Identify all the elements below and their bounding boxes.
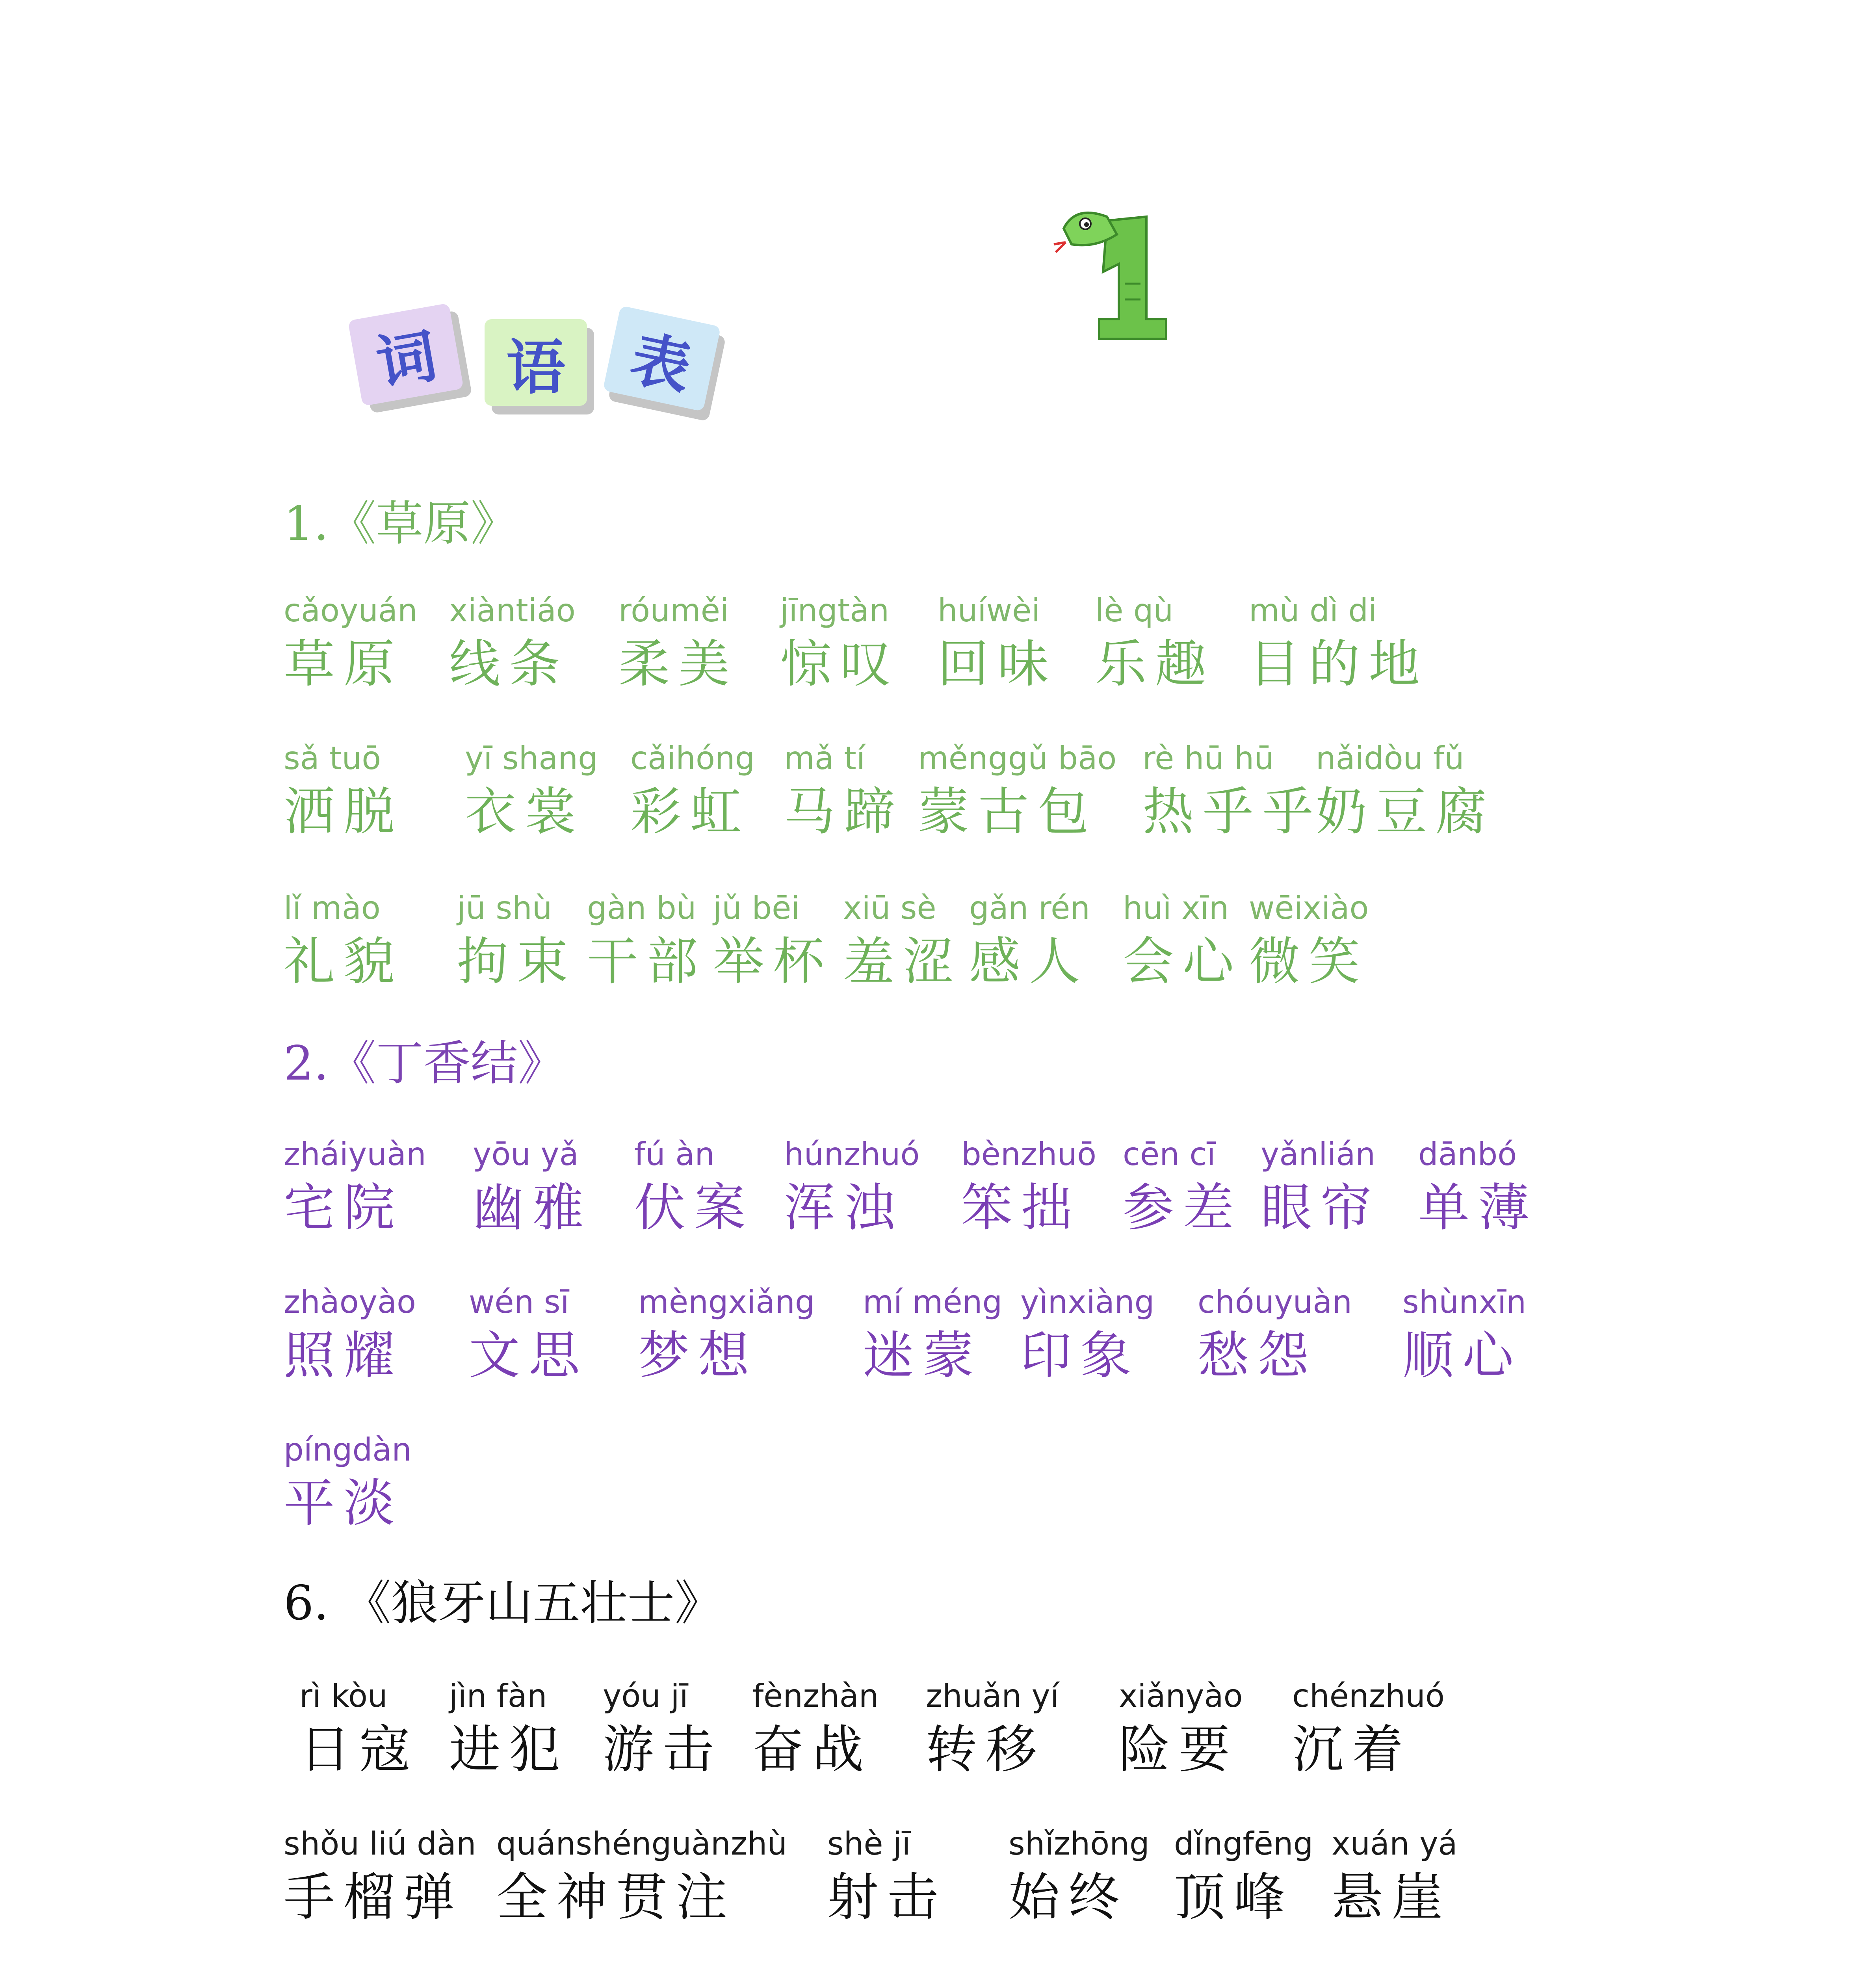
pinyin: shǐzhōng [1009,1825,1150,1862]
hanzi: 幽雅 [473,1178,593,1238]
header-badge-biao: 表 [603,305,721,411]
hanzi: 险要 [1119,1719,1239,1779]
pinyin: bènzhuō [961,1136,1097,1173]
hanzi: 顶峰 [1174,1867,1294,1927]
hanzi: 举杯 [713,931,833,991]
hanzi: 游击 [603,1719,723,1779]
pinyin: wēixiào [1249,890,1369,926]
pinyin: shùnxīn [1402,1284,1527,1320]
hanzi: 回味 [938,634,1058,694]
hanzi: 干部 [587,931,707,991]
pinyin: fú àn [634,1136,715,1173]
hanzi: 彩虹 [630,782,750,842]
pinyin: jū shù [457,890,552,926]
hanzi: 热乎乎 [1142,782,1322,842]
pinyin: róuměi [619,592,729,629]
hanzi: 草原 [284,634,404,694]
pinyin: píngdàn [284,1431,412,1468]
hanzi: 转移 [926,1719,1046,1779]
hanzi: 眼帘 [1261,1178,1381,1238]
hanzi: 浑浊 [784,1178,904,1238]
pinyin: rì kòu [299,1678,388,1714]
pinyin: shè jī [827,1825,911,1862]
hanzi: 照耀 [284,1325,404,1385]
hanzi: 顺心 [1402,1325,1523,1385]
pinyin: mèngxiǎng [638,1284,815,1320]
hanzi: 日寇 [299,1719,420,1779]
hanzi: 奋战 [752,1719,873,1779]
hanzi: 线条 [449,634,569,694]
hanzi: 蒙古包 [918,782,1098,842]
hanzi: 衣裳 [465,782,585,842]
pinyin: chóuyuàn [1198,1284,1352,1320]
pinyin: cēn cī [1123,1136,1216,1173]
hanzi: 洒脱 [284,782,404,842]
vocabulary-header [355,299,749,418]
hanzi: 微笑 [1249,931,1369,991]
pinyin: yìnxiàng [1020,1284,1155,1320]
pinyin: yǎnlián [1261,1136,1376,1173]
section-title-caoyuan: 1.《草原》 [284,496,518,551]
hanzi: 平淡 [284,1473,404,1533]
pinyin: nǎidòu fǔ [1316,740,1464,777]
pinyin: zhàoyào [284,1284,416,1320]
hanzi: 马蹄 [784,782,904,842]
pinyin: xuán yá [1332,1825,1458,1862]
hanzi: 进犯 [449,1719,569,1779]
pinyin: xiàntiáo [449,592,576,629]
hanzi: 梦想 [638,1325,758,1385]
unit-number-icon [1048,205,1174,347]
hanzi: 手榴弹 [284,1867,464,1927]
pinyin: gǎn rén [969,890,1090,926]
hanzi: 目的地 [1249,634,1429,694]
hanzi: 单薄 [1418,1178,1538,1238]
hanzi: 参差 [1123,1178,1243,1238]
pinyin: mí méng [863,1284,1003,1320]
pinyin: jǔ bēi [713,890,800,926]
pinyin: zháiyuàn [284,1136,426,1173]
pinyin: chénzhuó [1292,1678,1445,1714]
pinyin: mù dì di [1249,592,1377,629]
pinyin: wén sī [469,1284,569,1320]
pinyin: sǎ tuō [284,740,381,777]
pinyin: cǎoyuán [284,592,418,629]
pinyin: zhuǎn yí [926,1678,1059,1714]
pinyin: jīngtàn [780,592,890,629]
header-badge-ci: 词 [348,303,464,406]
hanzi: 笨拙 [961,1178,1081,1238]
hanzi: 愁怨 [1198,1325,1318,1385]
hanzi: 全神贯注 [496,1867,736,1927]
section-title-langyashan: 6. 《狼牙山五壮士》 [284,1576,722,1631]
pinyin: xiū sè [843,890,936,926]
pinyin: lè qù [1095,592,1174,629]
pinyin: húnzhuó [784,1136,920,1173]
header-badge-yu: 语 [485,319,587,406]
pinyin: mǎ tí [784,740,865,777]
pinyin: huíwèi [938,592,1040,629]
pinyin: yōu yǎ [473,1136,579,1173]
hanzi: 射击 [827,1867,947,1927]
hanzi: 会心 [1123,931,1243,991]
hanzi: 沉着 [1292,1719,1412,1779]
pinyin: yī shang [465,740,598,777]
pinyin: xiǎnyào [1119,1678,1243,1714]
hanzi: 礼貌 [284,931,404,991]
hanzi: 印象 [1020,1325,1140,1385]
pinyin: yóu jī [603,1678,688,1714]
hanzi: 始终 [1009,1867,1129,1927]
pinyin: shǒu liú dàn [284,1825,476,1862]
hanzi: 拘束 [457,931,577,991]
hanzi: 乐趣 [1095,634,1215,694]
pinyin: dǐngfēng [1174,1825,1313,1862]
pinyin: měnggǔ bāo [918,740,1117,777]
pinyin: quánshénguànzhù [496,1825,788,1862]
pinyin: huì xīn [1123,890,1229,926]
hanzi: 奶豆腐 [1316,782,1496,842]
hanzi: 悬崖 [1332,1867,1452,1927]
pinyin: lǐ mào [284,890,381,926]
pinyin: dānbó [1418,1136,1517,1173]
pinyin: cǎihóng [630,740,755,777]
pinyin: gàn bù [587,890,697,926]
hanzi: 羞涩 [843,931,963,991]
hanzi: 文思 [469,1325,589,1385]
pinyin: rè hū hū [1142,740,1274,777]
pinyin: jìn fàn [449,1678,547,1714]
hanzi: 迷蒙 [863,1325,983,1385]
pinyin: fènzhàn [752,1678,879,1714]
hanzi: 感人 [969,931,1089,991]
section-title-dingxiangjie: 2.《丁香结》 [284,1036,565,1091]
hanzi: 宅院 [284,1178,404,1238]
hanzi: 伏案 [634,1178,754,1238]
hanzi: 柔美 [619,634,739,694]
hanzi: 惊叹 [780,634,900,694]
